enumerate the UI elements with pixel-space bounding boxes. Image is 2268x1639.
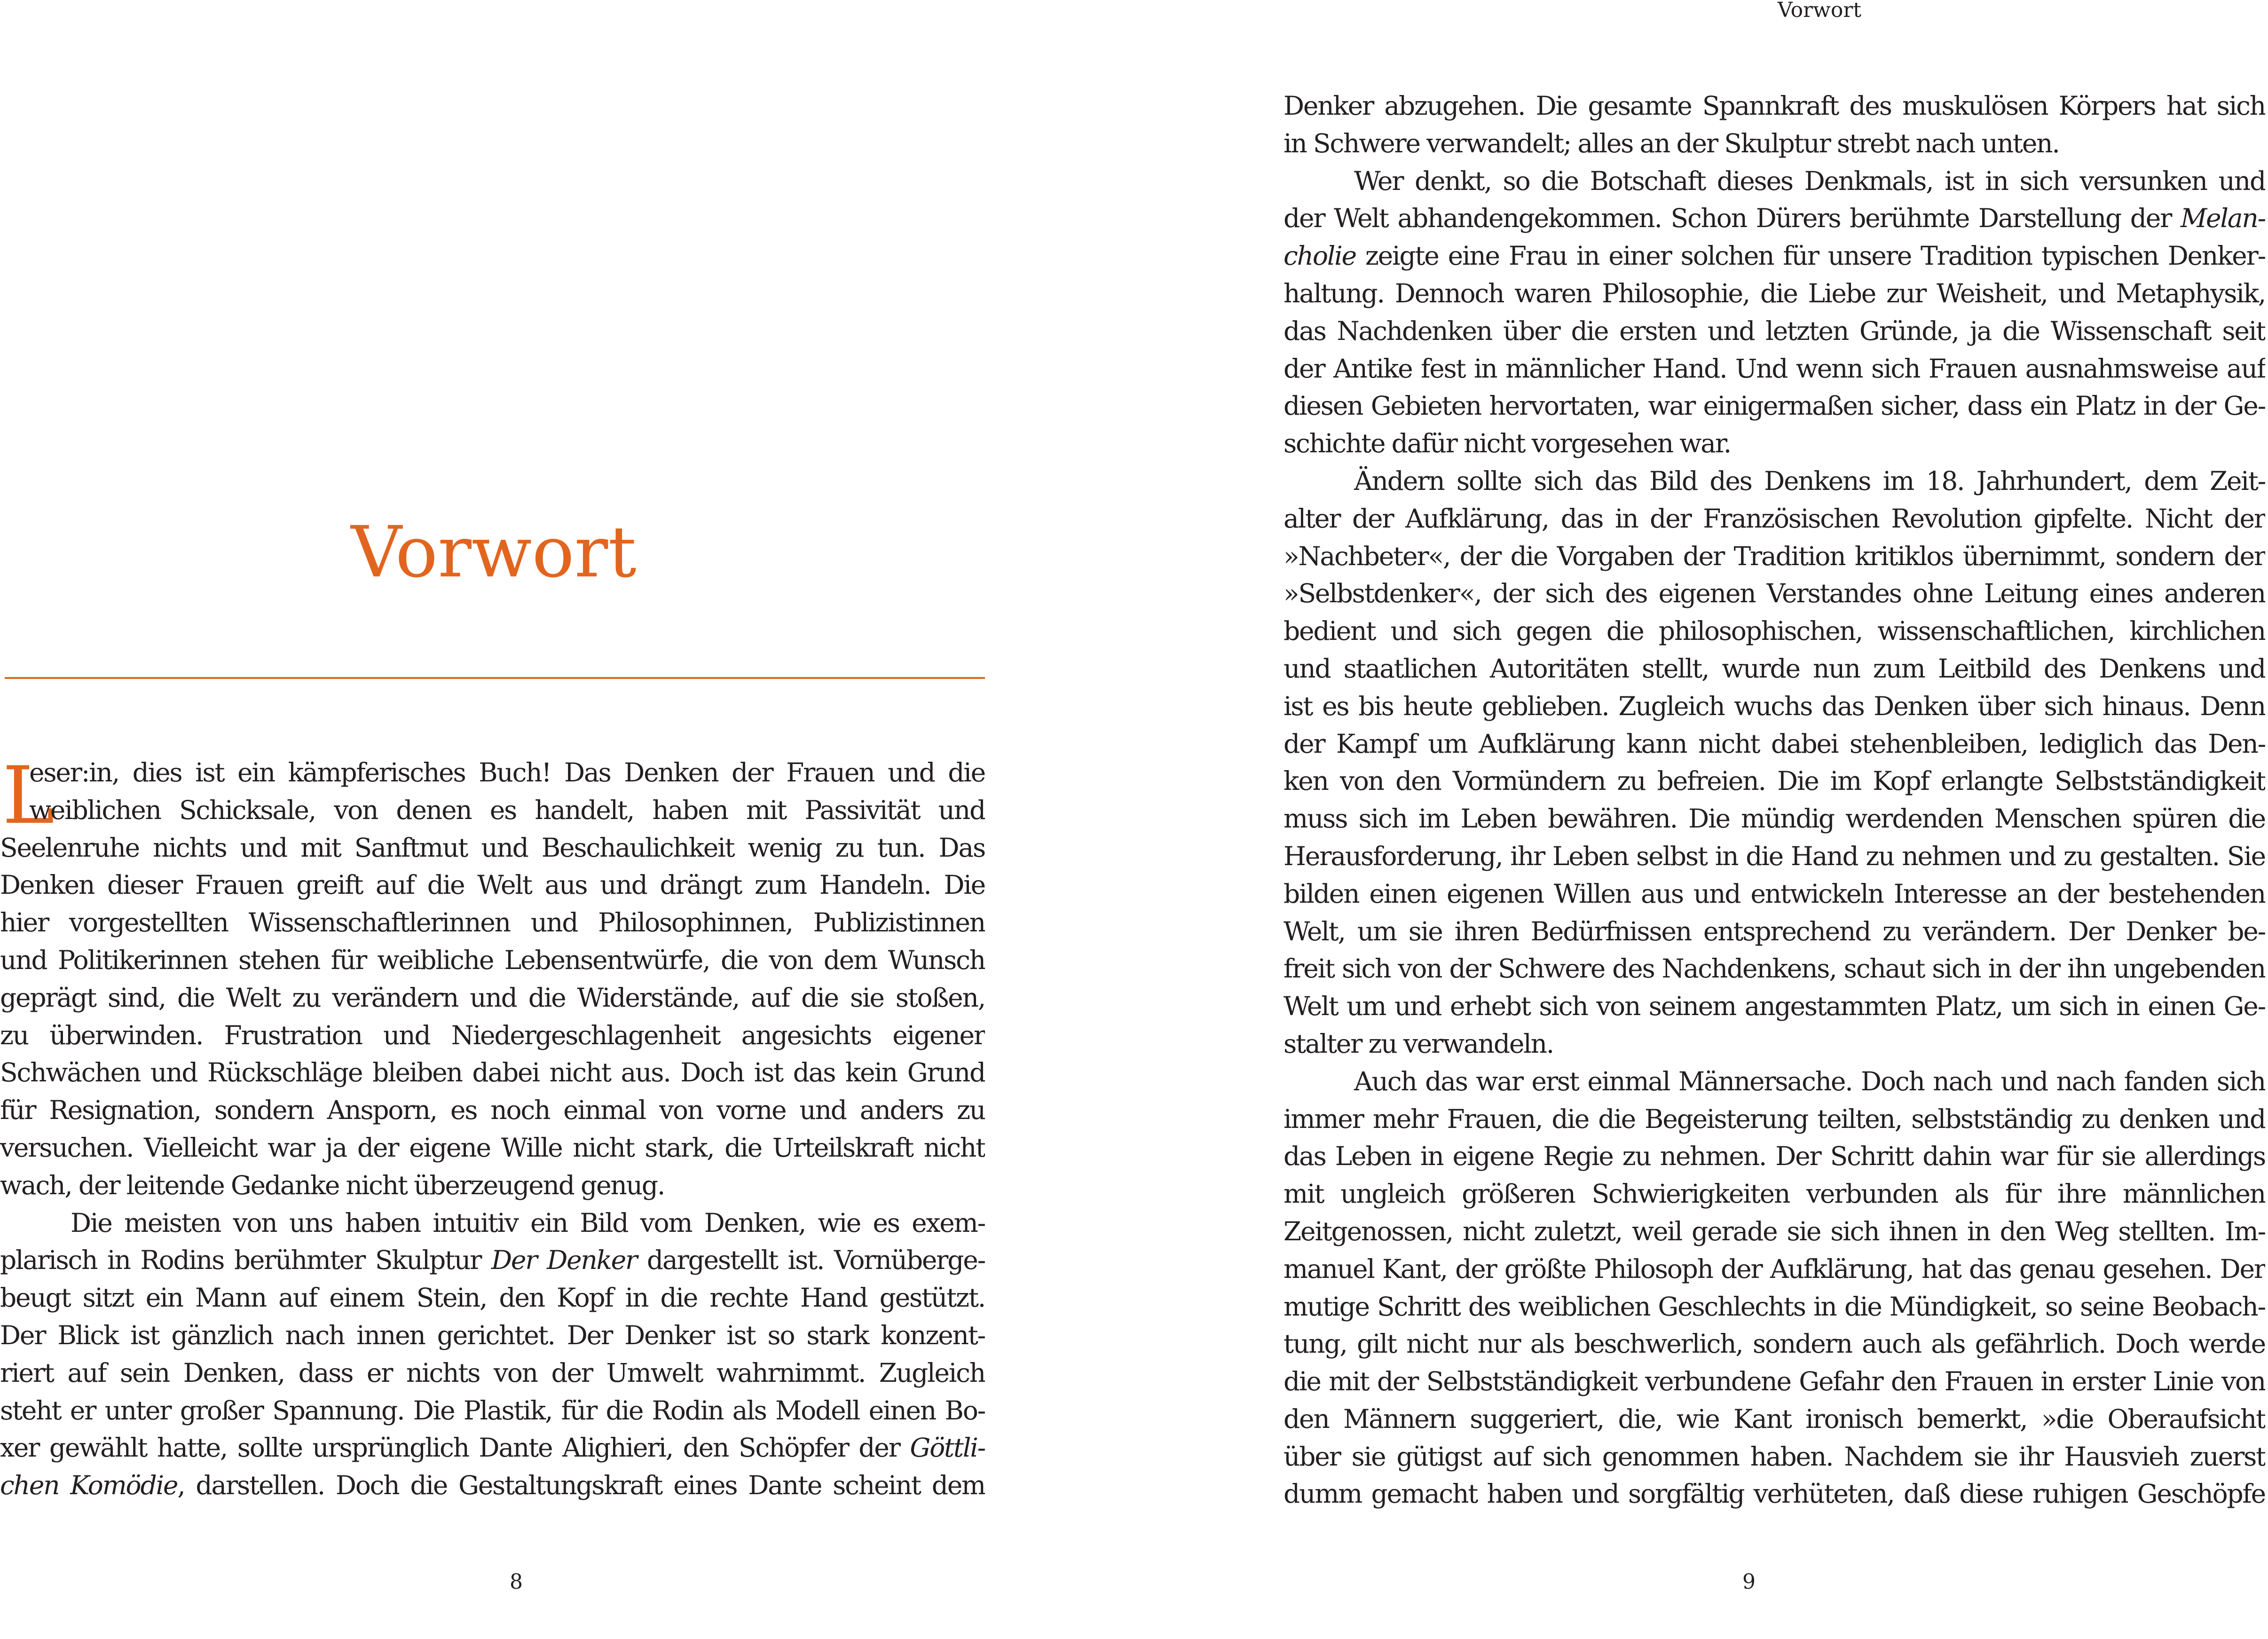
text-line: Die meisten von uns haben intuitiv ein Bild vom Denken, wie es exem-: [71, 1207, 985, 1238]
text-line: die mit der Selbstständigkeit verbundene Gefahr den Frauen in erster Linie von: [1284, 1366, 2265, 1397]
text-line: Herausforderung, ihr Leben selbst in die Hand zu nehmen und zu gestalten. Sie: [1284, 841, 2265, 871]
text-line: das Nachdenken über die ersten und letzten Gründe, ja die Wissenschaft seit: [1284, 315, 2265, 346]
text-line: für Resignation, sondern Ansporn, es noch einmal von vorne und anders zu: [0, 1095, 985, 1126]
text-line: riert auf sein Denken, dass er nichts von der Umwelt wahrnimmt. Zugleich: [0, 1357, 985, 1388]
text-line: immer mehr Frauen, die die Begeisterung teilten, selbstständig zu denken und: [1284, 1103, 2265, 1134]
text-line: freit sich von der Schwere des Nachdenkens, schaut sich in der ihn ungebenden: [1284, 953, 2265, 984]
italic-title: cholie: [1284, 241, 1356, 271]
text-line: Der Blick ist gänzlich nach innen gerichtet. Der Denker ist so stark konzent-: [0, 1320, 985, 1350]
page-number-right: 9: [1742, 1570, 1756, 1594]
text-line: schichte dafür nicht vorgesehen war.: [1284, 428, 1731, 459]
text-line: eser:in, dies ist ein kämpferisches Buch! Das Denken der Frauen und die: [29, 757, 985, 788]
text-line: [0, 1429, 985, 1467]
text-line: Ändern sollte sich das Bild des Denkens im 18. Jahrhundert, dem Zeit-: [1354, 465, 2265, 496]
text-line: das Leben in eigene Regie zu nehmen. Der Schritt dahin war für sie allerdings: [1284, 1141, 2265, 1172]
text-line: ken von den Vormündern zu befreien. Die im Kopf erlangte Selbstständigkeit: [1284, 766, 2265, 796]
line-segment: xer gewählt hatte, sollte ursprünglich Dante Alighieri, den Schöpfer der: [0, 1433, 910, 1463]
text-line: bedient und sich gegen die philosophischen, wissenschaftlichen, kirchlichen: [1284, 616, 2265, 646]
text-line: [1284, 200, 2265, 237]
text-line: hier vorgestellten Wissenschaftlerinnen und Philosophinnen, Publizistinnen: [0, 907, 985, 938]
text-line: »Selbstdenker«, der sich des eigenen Verstandes ohne Leitung eines anderen: [1284, 578, 2265, 609]
text-line: [0, 1467, 985, 1505]
text-line: steht er unter großer Spannung. Die Plastik, für die Rodin als Modell einen Bo-: [0, 1395, 985, 1426]
line-segment: plarisch in Rodins berühmter Skulptur: [0, 1245, 491, 1276]
drop-cap: L: [2, 749, 55, 842]
left-text-column: [0, 749, 985, 1505]
text-line: haltung. Dennoch waren Philosophie, die Liebe zur Weisheit, und Metaphysik,: [1284, 278, 2265, 308]
right-text-column: [1284, 87, 2265, 1513]
italic-title: Der Denker: [491, 1245, 637, 1276]
italic-title: Melan-: [2180, 203, 2265, 234]
text-line: und staatlichen Autoritäten stellt, wurde nun zum Leitbild des Denkens und: [1284, 653, 2265, 684]
text-line: stalter zu verwandeln.: [1284, 1028, 1554, 1059]
text-line: zu überwinden. Frustration und Niedergeschlagenheit angesichts eigener: [0, 1020, 985, 1050]
text-line: über sie gütigst auf sich genommen haben. Nachdem sie ihr Hausvieh zuerst: [1284, 1441, 2265, 1472]
line-segment: , darstellen. Doch die Gestaltungskraft eines Dante scheint dem: [177, 1470, 985, 1501]
text-line: [1284, 237, 2265, 275]
text-line: diesen Gebieten hervortaten, war einigermaßen sicher, dass ein Platz in der Ge-: [1284, 391, 2265, 421]
text-line: der Kampf um Aufklärung kann nicht dabei stehenbleiben, lediglich das Den-: [1284, 728, 2265, 759]
text-line: geprägt sind, die Welt zu verändern und die Widerstände, auf die sie stoßen,: [0, 982, 985, 1013]
text-line: und Politikerinnen stehen für weibliche Lebensentwürfe, die von dem Wunsch: [0, 945, 985, 975]
line-segment: zeigte eine Frau in einer solchen für unsere Tradition typischen Denker-: [1355, 241, 2265, 271]
text-line: dumm gemacht haben und sorgfältig verhüteten, daß diese ruhigen Geschöpfe: [1284, 1479, 2265, 1509]
text-line: Welt um und erhebt sich von seinem angestammten Platz, um sich in einen Ge-: [1284, 991, 2265, 1022]
text-line: bilden einen eigenen Willen aus und entwickeln Interesse an der bestehenden: [1284, 878, 2265, 909]
italic-title: Göttli-: [910, 1433, 985, 1463]
text-line: in Schwere verwandelt; alles an der Skulptur strebt nach unten.: [1284, 128, 2059, 158]
text-line: alter der Aufklärung, das in der Französischen Revolution gipfelte. Nicht der: [1284, 503, 2265, 534]
running-head: Vorwort: [1777, 0, 1862, 22]
text-line: Welt, um sie ihren Bedürfnissen entsprechend zu verändern. Der Denker be-: [1284, 916, 2265, 946]
text-line: Auch das war erst einmal Männersache. Doch nach und nach fanden sich: [1354, 1066, 2265, 1096]
text-line: Zeitgenossen, nicht zuletzt, weil gerade sie sich ihnen in den Weg stellten. Im-: [1284, 1216, 2265, 1246]
line-segment: der Welt abhandengekommen. Schon Dürers berühmte Darstellung der: [1284, 203, 2181, 234]
italic-title: chen Komödie: [0, 1470, 178, 1501]
text-line: versuchen. Vielleicht war ja der eigene Wille nicht stark, die Urteilskraft nicht: [0, 1132, 985, 1163]
text-line: manuel Kant, der größte Philosoph der Aufklärung, hat das genau gesehen. Der: [1284, 1253, 2265, 1284]
text-line: mutige Schritt des weiblichen Geschlechts in die Mündigkeit, so seine Beobach-: [1284, 1291, 2265, 1322]
text-line: Schwächen und Rückschläge bleiben dabei nicht aus. Doch ist das kein Grund: [0, 1057, 985, 1088]
line-segment: dargestellt ist. Vornüberge-: [637, 1245, 985, 1276]
title-rule: [5, 677, 985, 679]
page-number-left: 8: [510, 1570, 523, 1594]
chapter-title: Vorwort: [351, 512, 637, 593]
text-line: mit ungleich größeren Schwierigkeiten verbunden als für ihre männlichen: [1284, 1179, 2265, 1209]
text-line: muss sich im Leben bewähren. Die mündig werdenden Menschen spüren die: [1284, 804, 2265, 834]
text-line: [0, 1242, 985, 1279]
text-line: ist es bis heute geblieben. Zugleich wuchs das Denken über sich hinaus. Denn: [1284, 691, 2265, 721]
text-line: »Nachbeter«, der die Vorgaben der Tradition kritiklos übernimmt, sondern der: [1284, 541, 2265, 571]
text-line: Seelenruhe nichts und mit Sanftmut und Beschaulichkeit wenig zu tun. Das: [0, 832, 985, 863]
text-line: der Antike fest in männlicher Hand. Und wenn sich Frauen ausnahmsweise auf: [1284, 353, 2265, 384]
text-line: wach, der leitende Gedanke nicht überzeugend genug.: [0, 1170, 665, 1200]
text-line: beugt sitzt ein Mann auf einem Stein, den Kopf in die rechte Hand gestützt.: [0, 1283, 985, 1313]
text-line: weiblichen Schicksale, von denen es handelt, haben mit Passivität und: [29, 795, 985, 825]
text-line: Wer denkt, so die Botschaft dieses Denkmals, ist in sich versunken und: [1354, 165, 2265, 196]
text-line: Denken dieser Frauen greift auf die Welt aus und drängt zum Handeln. Die: [0, 870, 985, 900]
text-line: tung, gilt nicht nur als beschwerlich, sondern auch als gefährlich. Doch werde: [1284, 1329, 2265, 1359]
text-line: Denker abzugehen. Die gesamte Spannkraft des muskulösen Körpers hat sich: [1284, 91, 2265, 121]
text-line: den Männern suggeriert, die, wie Kant ironisch bemerkt, »die Oberaufsicht: [1284, 1403, 2265, 1434]
